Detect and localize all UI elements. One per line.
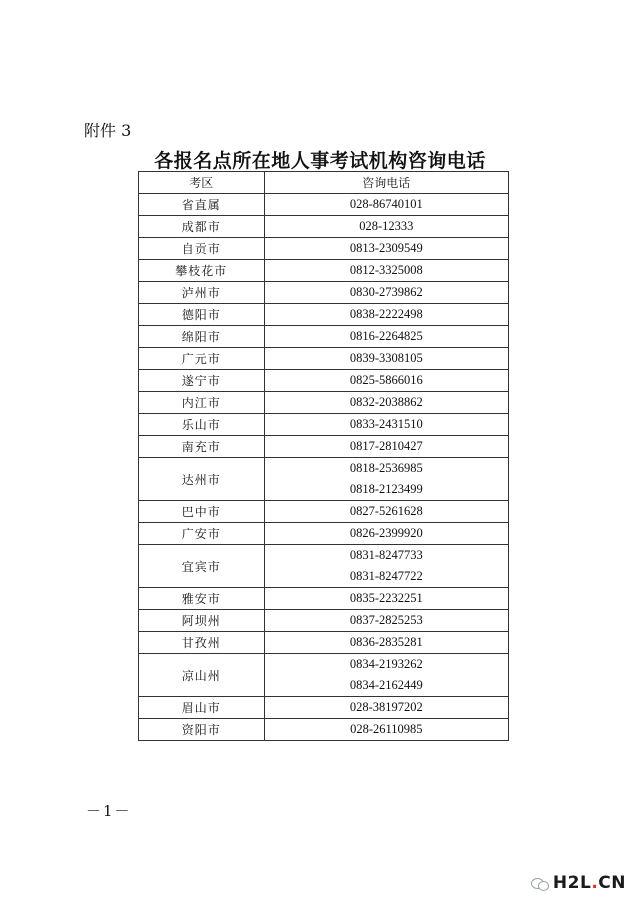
region-cell: 雅安市 [139,588,265,610]
table-row [139,654,509,697]
region-cell: 甘孜州 [139,632,265,654]
phone-cell [264,588,508,610]
phone-number: 0827-5261628 [349,504,423,518]
table-row [139,304,509,326]
phone-number: 0834-2193262 [349,657,423,671]
phone-cell [264,414,508,436]
region-cell: 自贡市 [139,238,265,260]
table-row [139,282,509,304]
region-cell: 凉山州 [139,654,265,697]
table-row [139,501,509,523]
phone-cell [264,392,508,414]
wechat-icon [531,876,549,890]
table-row [139,238,509,260]
phone-cell [264,523,508,545]
column-header-region: 考区 [139,172,265,194]
phone-number: 0833-2431510 [349,417,423,431]
phone-number: 0818-2536985 [349,461,423,475]
region-cell: 省直属 [139,194,265,216]
phone-number: 0818-2123499 [349,482,423,496]
table-row [139,458,509,501]
phone-number: 0834-2162449 [349,678,423,692]
table-row [139,719,509,741]
region-cell: 达州市 [139,458,265,501]
watermark-brand: H2L [552,873,592,893]
region-cell: 德阳市 [139,304,265,326]
phone-cell [264,260,508,282]
table-row [139,436,509,458]
phone-cell [264,697,508,719]
table-row [139,194,509,216]
table-row [139,348,509,370]
phone-number: 0825-5866016 [349,373,423,387]
table-row [139,588,509,610]
phone-cell [264,304,508,326]
phone-number: 028-38197202 [349,700,423,714]
table-row [139,610,509,632]
phone-number: 0826-2399920 [349,526,423,540]
phone-cell [264,216,508,238]
region-cell: 乐山市 [139,414,265,436]
phone-number: 0830-2739862 [349,285,423,299]
table-row [139,414,509,436]
table-row [139,523,509,545]
phone-number: 028-12333 [359,219,414,233]
site-watermark [531,873,626,893]
phone-number: 0817-2810427 [349,439,423,453]
phone-number: 0836-2835281 [349,635,423,649]
phone-cell [264,194,508,216]
attachment-label: 附件 3 [84,121,132,140]
phone-number: 0812-3325008 [349,263,423,277]
phone-number: 0832-2038862 [349,395,423,409]
table-row [139,392,509,414]
phone-cell [264,282,508,304]
region-cell: 遂宁市 [139,370,265,392]
region-cell: 巴中市 [139,501,265,523]
table-body [139,194,509,741]
phone-number: 028-86740101 [349,197,423,211]
phone-cell [264,610,508,632]
column-header-phone: 咨询电话 [264,172,508,194]
region-cell: 攀枝花市 [139,260,265,282]
phone-number: 0816-2264825 [349,329,423,343]
phone-cell [264,654,508,697]
watermark-dot: . [591,873,599,893]
region-cell: 南充市 [139,436,265,458]
watermark-tld: CN [598,873,626,893]
phone-cell [264,238,508,260]
region-cell: 成都市 [139,216,265,238]
phone-cell [264,348,508,370]
phone-number: 0813-2309549 [349,241,423,255]
phone-number: 0831-8247722 [349,569,423,583]
table-row [139,632,509,654]
table-row [139,326,509,348]
region-cell: 绵阳市 [139,326,265,348]
page-title: 各报名点所在地人事考试机构咨询电话 [154,150,486,172]
phone-number: 0835-2232251 [349,591,423,605]
phone-number: 0839-3308105 [349,351,423,365]
region-cell: 宜宾市 [139,545,265,588]
table-row [139,370,509,392]
phone-cell [264,458,508,501]
region-cell: 眉山市 [139,697,265,719]
table-row [139,216,509,238]
table-header-row [139,172,509,194]
phone-number: 0838-2222498 [349,307,423,321]
phone-cell [264,632,508,654]
table-row [139,260,509,282]
region-cell: 内江市 [139,392,265,414]
phone-cell [264,501,508,523]
region-cell: 泸州市 [139,282,265,304]
phone-cell [264,370,508,392]
table-row [139,545,509,588]
phone-number: 0831-8247733 [349,548,423,562]
phone-number: 0837-2825253 [349,613,423,627]
region-cell: 资阳市 [139,719,265,741]
phone-number: 028-26110985 [350,722,423,736]
phone-cell [264,436,508,458]
contact-table [138,171,509,741]
phone-cell [264,545,508,588]
phone-cell [264,326,508,348]
region-cell: 阿坝州 [139,610,265,632]
page-number: －1－ [86,802,132,820]
phone-cell [264,719,508,741]
region-cell: 广元市 [139,348,265,370]
table-row [139,697,509,719]
watermark-text [553,873,626,893]
region-cell: 广安市 [139,523,265,545]
